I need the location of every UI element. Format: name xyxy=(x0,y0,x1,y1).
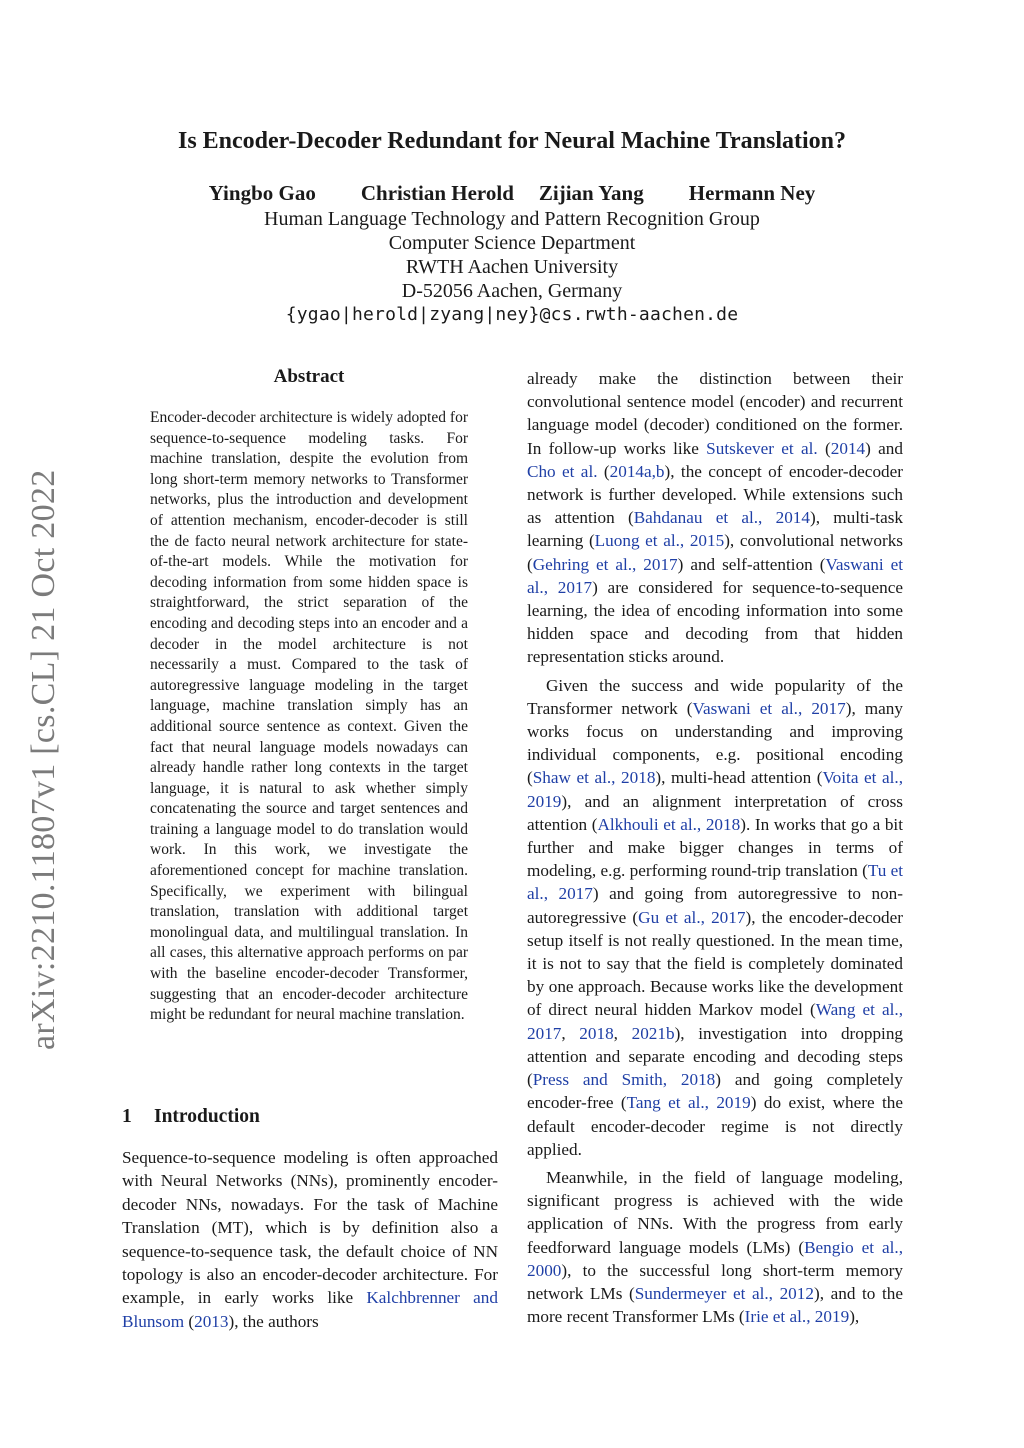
author-name: Hermann Ney xyxy=(688,181,816,205)
affiliation-group: Human Language Technology and Pattern Recognition Group xyxy=(264,208,760,230)
body-text: Given the success and wide popularity of the Transformer network ( xyxy=(527,675,903,718)
author-name: Yingbo Gao xyxy=(208,181,316,205)
citation-link[interactable]: Gu et al., 2017 xyxy=(638,907,746,927)
citation-link[interactable]: Tu et al., 2017 xyxy=(527,861,904,904)
author-list xyxy=(0,181,1024,206)
paper-title: Is Encoder-Decoder Redundant for Neural Machine Translation? xyxy=(177,128,846,154)
body-text: ), to the successful long short-term memory network LMs ( xyxy=(527,1260,903,1303)
author-name: Christian Herold xyxy=(360,181,514,205)
citation-link[interactable]: 2018 xyxy=(579,1023,614,1043)
author-name: Zijian Yang xyxy=(538,181,644,205)
introduction-paragraph-1-continued xyxy=(527,367,903,669)
body-text: ), and an alignment interpretation of cross attention ( xyxy=(527,791,903,834)
introduction-paragraph-2 xyxy=(527,674,903,1161)
citation-link[interactable]: 2014a,b xyxy=(609,461,665,481)
section-title: Introduction xyxy=(154,1106,260,1127)
body-text: ), and to the more recent Transformer LMs ( xyxy=(527,1283,903,1327)
body-text: ), multi-head attention ( xyxy=(655,768,823,788)
citation-link[interactable]: Alkhouli et al., 2018 xyxy=(597,814,741,834)
citation-link[interactable]: Tang et al., 2019 xyxy=(626,1093,751,1113)
body-text: Meanwhile, in the field of language modeling, significant progress is achieved with the wide application of NNs. With the progress from early feedforward language models (LMs) ( xyxy=(527,1167,903,1257)
body-text: , xyxy=(561,1023,580,1043)
body-text: ) and xyxy=(865,438,903,458)
body-text: ) are considered for sequence-to-sequence learning, the idea of encoding information into some hidden space and decoding from that hidden representation sticks around. xyxy=(527,577,904,667)
body-text: ( xyxy=(597,461,610,481)
citation-link[interactable]: Gehring et al., 2017 xyxy=(532,554,678,574)
affiliation-department: Computer Science Department xyxy=(388,232,636,254)
citation-link[interactable]: Voita et al., 2019 xyxy=(527,768,903,811)
affiliation-university: RWTH Aachen University xyxy=(405,256,619,278)
body-text: ), the concept of encoder-decoder network is further developed. While extensions such as attention ( xyxy=(527,461,903,528)
body-text: already make the distinction between their convolutional sentence model (encoder) and recurrent language model (decoder) conditioned on the former. In follow-up works like xyxy=(527,369,903,458)
citation-link[interactable]: Sundermeyer et al., 2012 xyxy=(634,1283,814,1303)
citation-link[interactable]: Vaswani et al., 2017 xyxy=(527,554,903,597)
abstract-text: Encoder-decoder architecture is widely adopted for sequence-to-sequence modeling tasks. For machine translation, despite the evolution from long short-term memory networks to Transformer networks, plus the introduction and development of attention mechanism, encoder-decoder is still the de facto neural network architecture for state-of-the-art models. While the motivation for decoding information from some hidden space is straightforward, the strict separation of the encoding and decoding steps into an encoder and a decoder in the model architecture is not necessarily a must. Compared to the task of autoregressive language modeling in the target language, machine translation simply has an additional source sentence as context. Given the fact that neural language models nowadays can already handle rather long contexts in the target language, it is natural to ask whether simply concatenating the source and target sentences and training a language model to do translation would work. In this work, we investigate the aforementioned concept for machine translation. Specifically, we experiment with bilingual translation, translation with additional target monolingual data, and multilingual translation. In all cases, this alternative approach performs on par with the baseline encoder-decoder Transformer, suggesting that an encoder-decoder architecture might be redundant for neural machine translation. xyxy=(150,409,468,1024)
body-text: ), many works focus on understanding and improving individual components, e.g. positional encoding ( xyxy=(527,698,903,788)
body-text: ), investigation into dropping attention and separate encoding and decoding steps ( xyxy=(527,1023,904,1090)
citation-link[interactable]: Kalchbrenner and Blunsom xyxy=(122,1288,498,1331)
body-text: ( xyxy=(184,1311,195,1331)
body-text: ) and going completely encoder-free ( xyxy=(527,1070,903,1113)
section-heading-introduction xyxy=(122,1106,502,1128)
citation-link[interactable]: 2014 xyxy=(830,438,866,458)
abstract-heading: Abstract xyxy=(273,366,345,387)
body-text: ), xyxy=(849,1307,860,1327)
body-text: ) and going from autoregressive to non-autoregressive ( xyxy=(527,884,903,927)
citation-link[interactable]: Cho et al. xyxy=(527,461,598,481)
citation-link[interactable]: Irie et al., 2019 xyxy=(744,1307,850,1327)
citation-link[interactable]: 2021b xyxy=(631,1023,675,1043)
body-text: Sequence-to-sequence modeling is often approached with Neural Networks (NNs), prominently encoder-decoder NNs, nowadays. For the task of Machine Translation (MT), which is by definition also a sequence-to-sequence task, the default choice of NN topology is also an encoder-decoder architecture. For example, in early works like xyxy=(122,1148,498,1308)
citation-link[interactable]: Shaw et al., 2018 xyxy=(532,768,656,788)
citation-link[interactable]: Bengio et al., 2000 xyxy=(527,1237,903,1280)
body-text: ) do exist, where the default encoder-decoder regime is not directly applied. xyxy=(527,1093,903,1159)
citation-link[interactable]: Luong et al., 2015 xyxy=(594,531,725,551)
body-text: ), the encoder-decoder setup itself is not really questioned. In the mean time, it is not to say that the field is completely dominated by one approach. Because works like the development of direct neural hidden Markov model ( xyxy=(527,907,903,1020)
citation-link[interactable]: Bahdanau et al., 2014 xyxy=(633,508,810,528)
body-text: ), convolutional networks ( xyxy=(527,531,903,574)
section-number: 1 xyxy=(122,1106,132,1127)
arxiv-identifier: arXiv:2210.11807v1 [cs.CL] 21 Oct 2022 xyxy=(25,469,62,1050)
citation-link[interactable]: Vaswani et al., 2017 xyxy=(692,698,846,718)
affiliation-address: D-52056 Aachen, Germany xyxy=(401,280,623,302)
body-text: ). In works that go a bit further and make bigger changes in terms of modeling, e.g. performing round-trip translation ( xyxy=(527,814,903,881)
citation-link[interactable]: Sutskever et al. xyxy=(706,438,818,458)
citation-link[interactable]: Wang et al., 2017 xyxy=(527,1000,903,1043)
right-column xyxy=(527,367,903,1333)
citation-link[interactable]: Press and Smith, 2018 xyxy=(532,1070,716,1090)
introduction-paragraph-3 xyxy=(527,1166,903,1328)
body-text: ) and self-attention ( xyxy=(677,554,826,574)
author-emails: {ygao|herold|zyang|ney}@cs.rwth-aachen.de xyxy=(285,304,739,325)
body-text: ), multi-task learning ( xyxy=(527,508,903,551)
introduction-paragraph-1 xyxy=(122,1146,498,1333)
body-text: ( xyxy=(817,438,831,458)
body-text: , xyxy=(613,1023,632,1043)
citation-link[interactable]: 2013 xyxy=(194,1311,229,1331)
body-text: ), the authors xyxy=(228,1311,319,1331)
